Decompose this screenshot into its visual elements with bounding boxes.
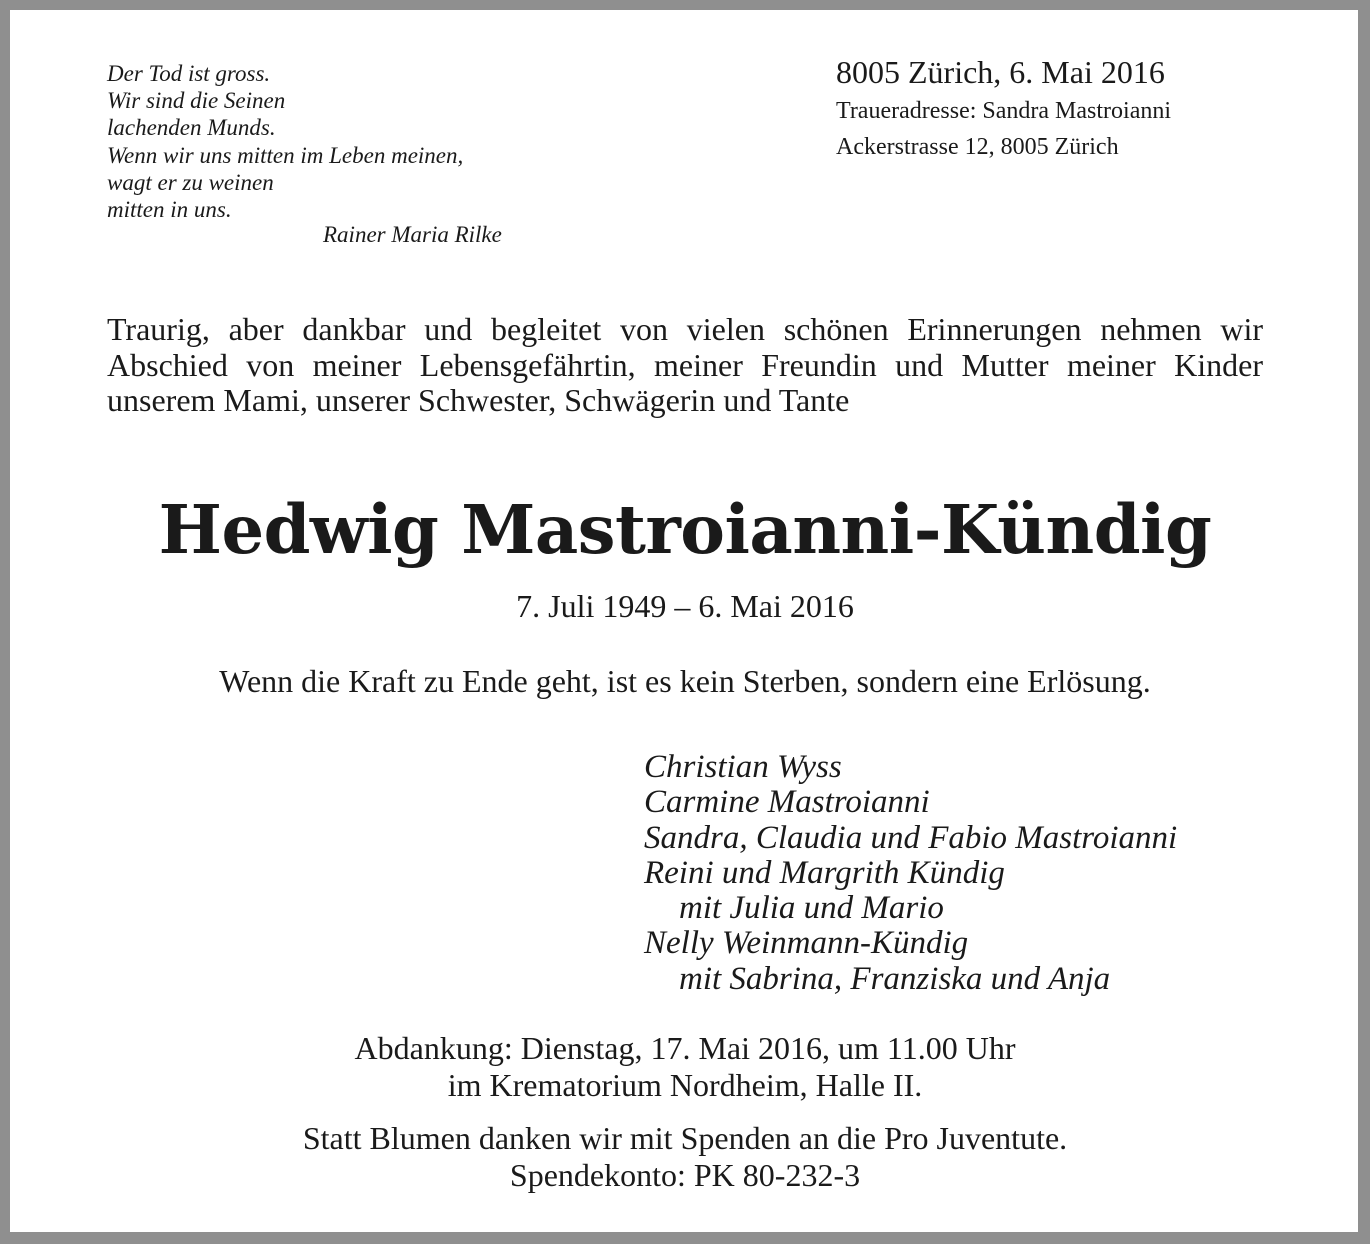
mourner: mit Julia und Mario — [679, 890, 944, 927]
mourner: Reini und Margrith Kündig — [644, 854, 1005, 891]
poem-line: mitten in uns. — [107, 197, 232, 223]
mourning-address-name: Traueradresse: Sandra Mastroianni — [836, 98, 1172, 124]
poem — [107, 60, 463, 223]
donation-info — [107, 1120, 1263, 1194]
intro-text: Traurig, aber dankbar und begleitet von vielen schönen Erinnerungen nehmen wir Abschied von meiner Lebensgefährtin, meiner Freundin und Mutter meiner Kinder unserem Mami, unserer Schwester, Schwägerin und Tante — [107, 311, 1263, 418]
mourners-list — [644, 750, 1177, 997]
poem-author: Rainer Maria Rilke — [323, 222, 502, 247]
mourner: Christian Wyss — [644, 749, 842, 785]
poem-line: Der Tod ist gross. — [107, 61, 271, 86]
donation-line: Spendekonto: PK 80-232-3 — [509, 1157, 861, 1193]
obituary-notice — [10, 10, 1358, 1232]
mourner: Sandra, Claudia und Fabio Mastroianni — [644, 819, 1178, 856]
poem-line: Wir sind die Seinen — [107, 88, 286, 114]
quote: Wenn die Kraft zu Ende geht, ist es kein Sterben, sondern eine Erlösung. — [219, 663, 1151, 699]
mourner: Nelly Weinmann-Kündig — [644, 925, 969, 962]
mourner: Carmine Mastroianni — [644, 784, 930, 821]
mourning-address-street: Ackerstrasse 12, 8005 Zürich — [836, 134, 1119, 160]
deceased-name: Hedwig Mastroianni-Kündig — [158, 490, 1212, 569]
place-date: 8005 Zürich, 6. Mai 2016 — [836, 54, 1165, 90]
poem-line: Wenn wir uns mitten im Leben meinen, — [107, 142, 464, 168]
service-info — [107, 1030, 1263, 1104]
service-line: im Krematorium Nordheim, Halle II. — [447, 1067, 923, 1103]
poem-line: wagt er zu weinen — [107, 169, 274, 195]
service-line: Abdankung: Dienstag, 17. Mai 2016, um 11.00 Uhr — [354, 1030, 1016, 1066]
life-dates: 7. Juli 1949 – 6. Mai 2016 — [516, 588, 854, 624]
donation-line: Statt Blumen danken wir mit Spenden an die Pro Juventute. — [302, 1120, 1068, 1156]
poem-line: lachenden Munds. — [107, 115, 276, 141]
mourner: mit Sabrina, Franziska und Anja — [679, 960, 1111, 997]
